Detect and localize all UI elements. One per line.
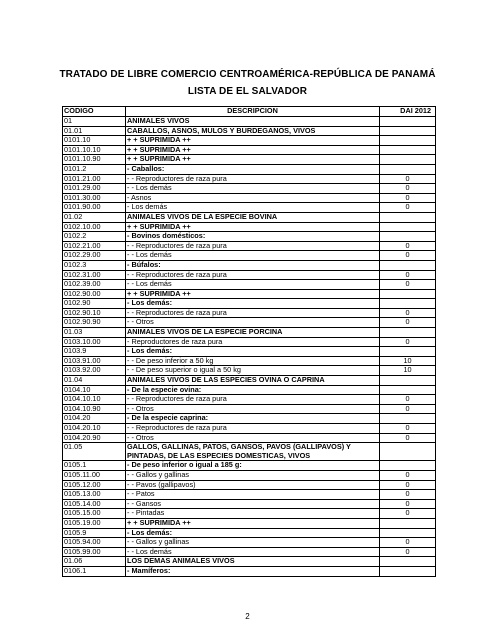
tariff-code-cell: 0102.90 <box>63 299 126 309</box>
dai-rate-cell <box>380 260 436 270</box>
tariff-code-cell: 01.05 <box>63 443 126 461</box>
dai-rate-cell <box>380 328 436 338</box>
tariff-table <box>62 106 436 577</box>
dai-rate-cell: 0 <box>380 280 436 290</box>
table-row <box>63 174 436 184</box>
table-row <box>63 518 436 528</box>
dai-rate-cell: 0 <box>380 470 436 480</box>
description-cell: - - Pavos (gallipavos) <box>126 480 380 490</box>
tariff-code-cell: 0101.21.00 <box>63 174 126 184</box>
description-cell: - Búfalos: <box>126 260 380 270</box>
table-row <box>63 528 436 538</box>
description-cell: - - Reproductores de raza pura <box>126 241 380 251</box>
description-cell: - - Gallos y gallinas <box>126 470 380 480</box>
tariff-code-cell: 0104.10.90 <box>63 404 126 414</box>
description-cell: - Los demás: <box>126 347 380 357</box>
dai-rate-cell <box>380 232 436 242</box>
table-row <box>63 499 436 509</box>
page-number: 2 <box>245 612 250 621</box>
description-cell: - - Los demás <box>126 280 380 290</box>
tariff-code-cell: 0106.1 <box>63 566 126 576</box>
document-title: TRATADO DE LIBRE COMERCIO CENTROAMÉRICA-REPÚBLICA DE PANAMÁ <box>59 69 436 80</box>
dai-rate-cell: 0 <box>380 251 436 261</box>
table-row <box>63 212 436 222</box>
table-row <box>63 232 436 242</box>
dai-rate-cell: 0 <box>380 308 436 318</box>
dai-rate-cell <box>380 289 436 299</box>
description-cell: - - De peso superior o igual a 50 kg <box>126 366 380 376</box>
dai-rate-cell <box>380 376 436 386</box>
tariff-code-cell: 0101.2 <box>63 164 126 174</box>
tariff-table-body <box>63 117 436 577</box>
dai-rate-cell <box>380 385 436 395</box>
description-cell: - - Otros <box>126 404 380 414</box>
tariff-code-cell: 0104.10.10 <box>63 395 126 405</box>
dai-rate-cell <box>380 347 436 357</box>
table-row <box>63 509 436 519</box>
description-cell: CABALLOS, ASNOS, MULOS Y BURDEGANOS, VIVOS <box>126 126 380 136</box>
dai-rate-cell <box>380 136 436 146</box>
tariff-code-cell: 01.03 <box>63 328 126 338</box>
table-row <box>63 270 436 280</box>
tariff-code-cell: 01.06 <box>63 557 126 567</box>
dai-rate-cell: 0 <box>380 404 436 414</box>
table-row <box>63 385 436 395</box>
description-cell: + + SUPRIMIDA ++ <box>126 222 380 232</box>
description-cell: ANIMALES VIVOS <box>126 117 380 127</box>
table-row <box>63 164 436 174</box>
tariff-code-cell: 0104.20.90 <box>63 433 126 443</box>
description-cell: - De la especie ovina: <box>126 385 380 395</box>
description-cell: - - Patos <box>126 490 380 500</box>
dai-rate-cell <box>380 443 436 461</box>
table-row <box>63 155 436 165</box>
description-cell: - Reproductores de raza pura <box>126 337 380 347</box>
description-cell: + + SUPRIMIDA ++ <box>126 289 380 299</box>
table-row <box>63 280 436 290</box>
dai-rate-cell <box>380 557 436 567</box>
description-cell: - - Gallos y gallinas <box>126 538 380 548</box>
description-cell: ANIMALES VIVOS DE LA ESPECIE PORCINA <box>126 328 380 338</box>
table-row <box>63 126 436 136</box>
table-row <box>63 424 436 434</box>
description-cell: - - Reproductores de raza pura <box>126 174 380 184</box>
description-cell: ANIMALES VIVOS DE LAS ESPECIES OVINA O CAPRINA <box>126 376 380 386</box>
tariff-code-cell: 0105.9 <box>63 528 126 538</box>
table-row <box>63 557 436 567</box>
description-cell: - Mamíferos: <box>126 566 380 576</box>
table-row <box>63 289 436 299</box>
tariff-code-cell: 0102.10.00 <box>63 222 126 232</box>
tariff-code-cell: 0102.90.00 <box>63 289 126 299</box>
description-cell: - - Los demás <box>126 547 380 557</box>
table-row <box>63 566 436 576</box>
tariff-code-cell: 0102.31.00 <box>63 270 126 280</box>
description-cell: + + SUPRIMIDA ++ <box>126 145 380 155</box>
tariff-code-cell: 0105.13.00 <box>63 490 126 500</box>
description-cell: - - Reproductores de raza pura <box>126 424 380 434</box>
dai-rate-cell <box>380 212 436 222</box>
table-row <box>63 337 436 347</box>
table-row <box>63 347 436 357</box>
tariff-code-cell: 0105.11.00 <box>63 470 126 480</box>
tariff-code-cell: 0105.94.00 <box>63 538 126 548</box>
tariff-code-cell: 0102.21.00 <box>63 241 126 251</box>
tariff-code-cell: 0103.92.00 <box>63 366 126 376</box>
column-header-codigo: CODIGO <box>63 107 126 117</box>
table-row <box>63 376 436 386</box>
tariff-code-cell: 0103.10.00 <box>63 337 126 347</box>
dai-rate-cell <box>380 222 436 232</box>
tariff-code-cell: 0104.20.10 <box>63 424 126 434</box>
tariff-code-cell: 0101.10 <box>63 136 126 146</box>
table-row <box>63 328 436 338</box>
description-cell: - - Gansos <box>126 499 380 509</box>
dai-rate-cell <box>380 155 436 165</box>
table-row <box>63 395 436 405</box>
dai-rate-cell: 0 <box>380 270 436 280</box>
tariff-code-cell: 0101.90.00 <box>63 203 126 213</box>
tariff-code-cell: 0105.15.00 <box>63 509 126 519</box>
dai-rate-cell: 0 <box>380 337 436 347</box>
description-cell: - - Reproductores de raza pura <box>126 308 380 318</box>
description-cell: - - Los demás <box>126 184 380 194</box>
table-row <box>63 203 436 213</box>
dai-rate-cell <box>380 164 436 174</box>
dai-rate-cell: 0 <box>380 490 436 500</box>
table-header-row <box>63 107 436 117</box>
tariff-code-cell: 0101.30.00 <box>63 193 126 203</box>
table-row <box>63 299 436 309</box>
dai-rate-cell <box>380 299 436 309</box>
dai-rate-cell <box>380 461 436 471</box>
description-cell: - Caballos: <box>126 164 380 174</box>
tariff-code-cell: 0101.29.00 <box>63 184 126 194</box>
tariff-code-cell: 0103.9 <box>63 347 126 357</box>
description-cell: - De peso inferior o igual a 185 g: <box>126 461 380 471</box>
description-cell: ANIMALES VIVOS DE LA ESPECIE BOVINA <box>126 212 380 222</box>
tariff-code-cell: 0104.20 <box>63 414 126 424</box>
dai-rate-cell: 0 <box>380 395 436 405</box>
table-row <box>63 470 436 480</box>
description-cell: - De la especie caprina: <box>126 414 380 424</box>
column-header-dai: DAI 2012 <box>380 107 436 117</box>
description-cell: GALLOS, GALLINAS, PATOS, GANSOS, PAVOS (GALLIPAVOS) Y PINTADAS, DE LAS ESPECIES DOMESTICAS, VIVOS <box>126 443 380 461</box>
dai-rate-cell: 0 <box>380 509 436 519</box>
table-row <box>63 117 436 127</box>
table-row <box>63 480 436 490</box>
dai-rate-cell <box>380 117 436 127</box>
dai-rate-cell <box>380 528 436 538</box>
dai-rate-cell <box>380 518 436 528</box>
table-row <box>63 260 436 270</box>
dai-rate-cell <box>380 126 436 136</box>
table-row <box>63 318 436 328</box>
description-cell: - - Otros <box>126 433 380 443</box>
description-cell: LOS DEMAS ANIMALES VIVOS <box>126 557 380 567</box>
description-cell: - - Pintadas <box>126 509 380 519</box>
description-cell: - - De peso inferior a 50 kg <box>126 356 380 366</box>
dai-rate-cell: 0 <box>380 318 436 328</box>
table-row <box>63 241 436 251</box>
table-row <box>63 308 436 318</box>
description-cell: - Los demás: <box>126 299 380 309</box>
dai-rate-cell: 0 <box>380 499 436 509</box>
table-row <box>63 414 436 424</box>
dai-rate-cell: 0 <box>380 174 436 184</box>
dai-rate-cell: 0 <box>380 203 436 213</box>
dai-rate-cell <box>380 414 436 424</box>
description-cell: - - Reproductores de raza pura <box>126 270 380 280</box>
table-row <box>63 145 436 155</box>
description-cell: + + SUPRIMIDA ++ <box>126 518 380 528</box>
dai-rate-cell: 0 <box>380 184 436 194</box>
tariff-code-cell: 0105.14.00 <box>63 499 126 509</box>
dai-rate-cell <box>380 566 436 576</box>
description-cell: - Los demás <box>126 203 380 213</box>
description-cell: - - Otros <box>126 318 380 328</box>
tariff-code-cell: 0101.10.90 <box>63 155 126 165</box>
column-header-descripcion: DESCRIPCION <box>126 107 380 117</box>
table-row <box>63 356 436 366</box>
description-cell: - - Los demás <box>126 251 380 261</box>
table-row <box>63 461 436 471</box>
table-row <box>63 251 436 261</box>
tariff-code-cell: 0105.19.00 <box>63 518 126 528</box>
tariff-code-cell: 0105.99.00 <box>63 547 126 557</box>
description-cell: - Los demás: <box>126 528 380 538</box>
tariff-code-cell: 0102.3 <box>63 260 126 270</box>
tariff-code-cell: 0102.29.00 <box>63 251 126 261</box>
dai-rate-cell: 0 <box>380 193 436 203</box>
dai-rate-cell: 10 <box>380 366 436 376</box>
dai-rate-cell: 0 <box>380 538 436 548</box>
table-row <box>63 538 436 548</box>
description-cell: + + SUPRIMIDA ++ <box>126 136 380 146</box>
table-row <box>63 433 436 443</box>
table-row <box>63 443 436 461</box>
dai-rate-cell: 0 <box>380 241 436 251</box>
description-cell: - - Reproductores de raza pura <box>126 395 380 405</box>
description-cell: - Asnos <box>126 193 380 203</box>
table-row <box>63 222 436 232</box>
table-row <box>63 547 436 557</box>
dai-rate-cell: 0 <box>380 480 436 490</box>
tariff-code-cell: 01.02 <box>63 212 126 222</box>
description-cell: + + SUPRIMIDA ++ <box>126 155 380 165</box>
tariff-code-cell: 01 <box>63 117 126 127</box>
tariff-code-cell: 0105.1 <box>63 461 126 471</box>
tariff-code-cell: 0102.39.00 <box>63 280 126 290</box>
tariff-code-cell: 0101.10.10 <box>63 145 126 155</box>
tariff-code-cell: 0103.91.00 <box>63 356 126 366</box>
tariff-code-cell: 0102.90.90 <box>63 318 126 328</box>
table-row <box>63 404 436 414</box>
description-cell: - Bovinos domésticos: <box>126 232 380 242</box>
tariff-code-cell: 01.01 <box>63 126 126 136</box>
table-row <box>63 366 436 376</box>
dai-rate-cell: 0 <box>380 424 436 434</box>
table-row <box>63 490 436 500</box>
tariff-code-cell: 01.04 <box>63 376 126 386</box>
dai-rate-cell: 10 <box>380 356 436 366</box>
tariff-code-cell: 0105.12.00 <box>63 480 126 490</box>
dai-rate-cell: 0 <box>380 433 436 443</box>
dai-rate-cell <box>380 145 436 155</box>
tariff-code-cell: 0102.2 <box>63 232 126 242</box>
tariff-code-cell: 0102.90.10 <box>63 308 126 318</box>
document-subtitle: LISTA DE EL SALVADOR <box>187 86 308 97</box>
table-row <box>63 184 436 194</box>
dai-rate-cell: 0 <box>380 547 436 557</box>
table-row <box>63 136 436 146</box>
tariff-code-cell: 0104.10 <box>63 385 126 395</box>
table-row <box>63 193 436 203</box>
